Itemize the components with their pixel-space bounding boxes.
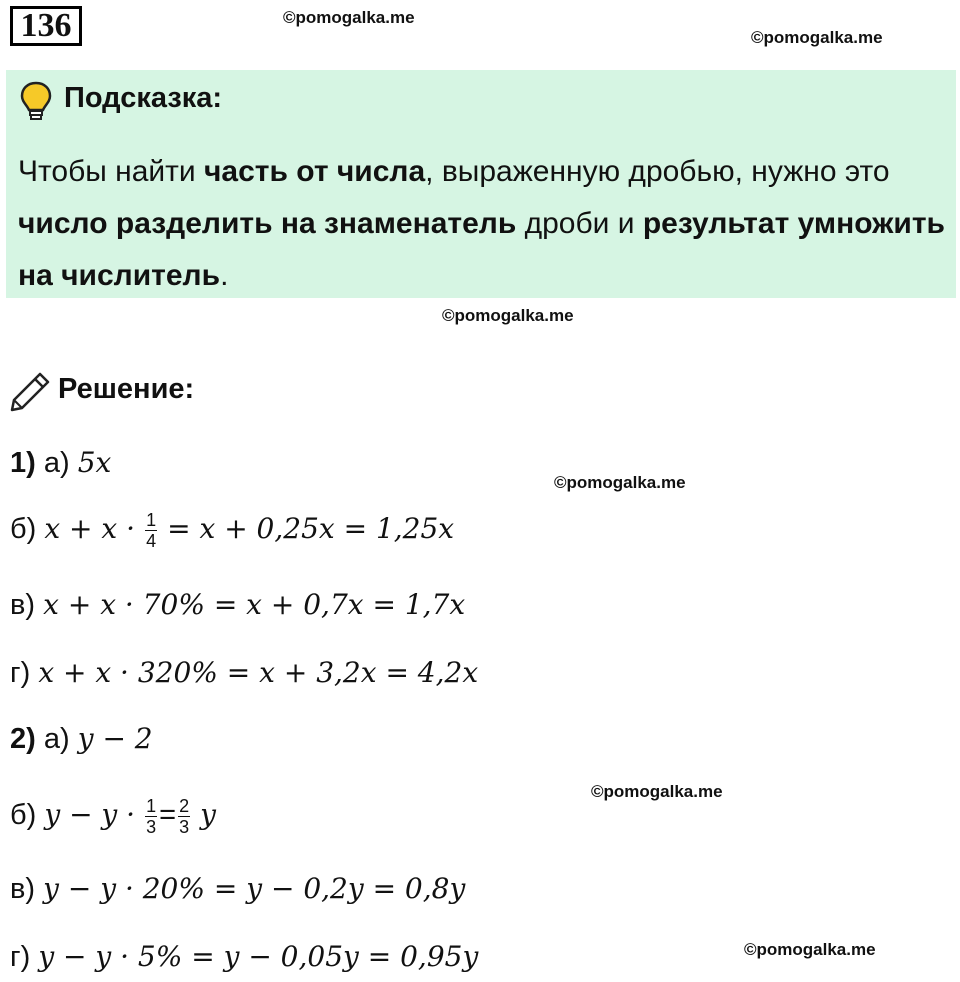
fraction: $\frac{1}{4}$ [146, 510, 157, 551]
solution-title: Решение: [58, 373, 195, 405]
part2-line-g: г) y − y · 5% = y − 0,05y = 0,95y [10, 940, 479, 973]
watermark: ©pomogalka.me [591, 782, 723, 801]
part1-line-g: г) x + x · 320% = x + 3,2x = 4,2x [10, 656, 479, 689]
part1-line-b: б) x + x · $\frac{1}{4}$ = x + 0,25x = 1,25x [10, 510, 455, 551]
part1-line-a: 1) а) 5x [10, 446, 112, 479]
part2-line-b: б) y − y · $\frac{1}{3}$ = $\frac{2}{3}$ y [10, 796, 216, 837]
fraction: $\frac{2}{3}$ [179, 796, 190, 837]
watermark: ©pomogalka.me [283, 8, 415, 27]
hint-text: Чтобы найти часть от числа, выраженную дробью, нужно это число разделить на знаменатель дроби и результат умножить на числитель. [18, 155, 945, 292]
watermark: ©pomogalka.me [442, 306, 574, 325]
watermark: ©pomogalka.me [744, 940, 876, 959]
part2-line-v: в) y − y · 20% = y − 0,2y = 0,8y [10, 872, 466, 905]
pencil-icon [8, 370, 52, 414]
lightbulb-icon [18, 80, 54, 122]
watermark: ©pomogalka.me [751, 28, 883, 47]
task-number: 136 [10, 6, 82, 46]
fraction: $\frac{1}{3}$ [146, 796, 157, 837]
hint-title: Подсказка: [64, 82, 223, 114]
part1-line-v: в) x + x · 70% = x + 0,7x = 1,7x [10, 588, 466, 621]
watermark: ©pomogalka.me [554, 473, 686, 492]
part2-line-a: 2) а) y − 2 [10, 722, 153, 755]
